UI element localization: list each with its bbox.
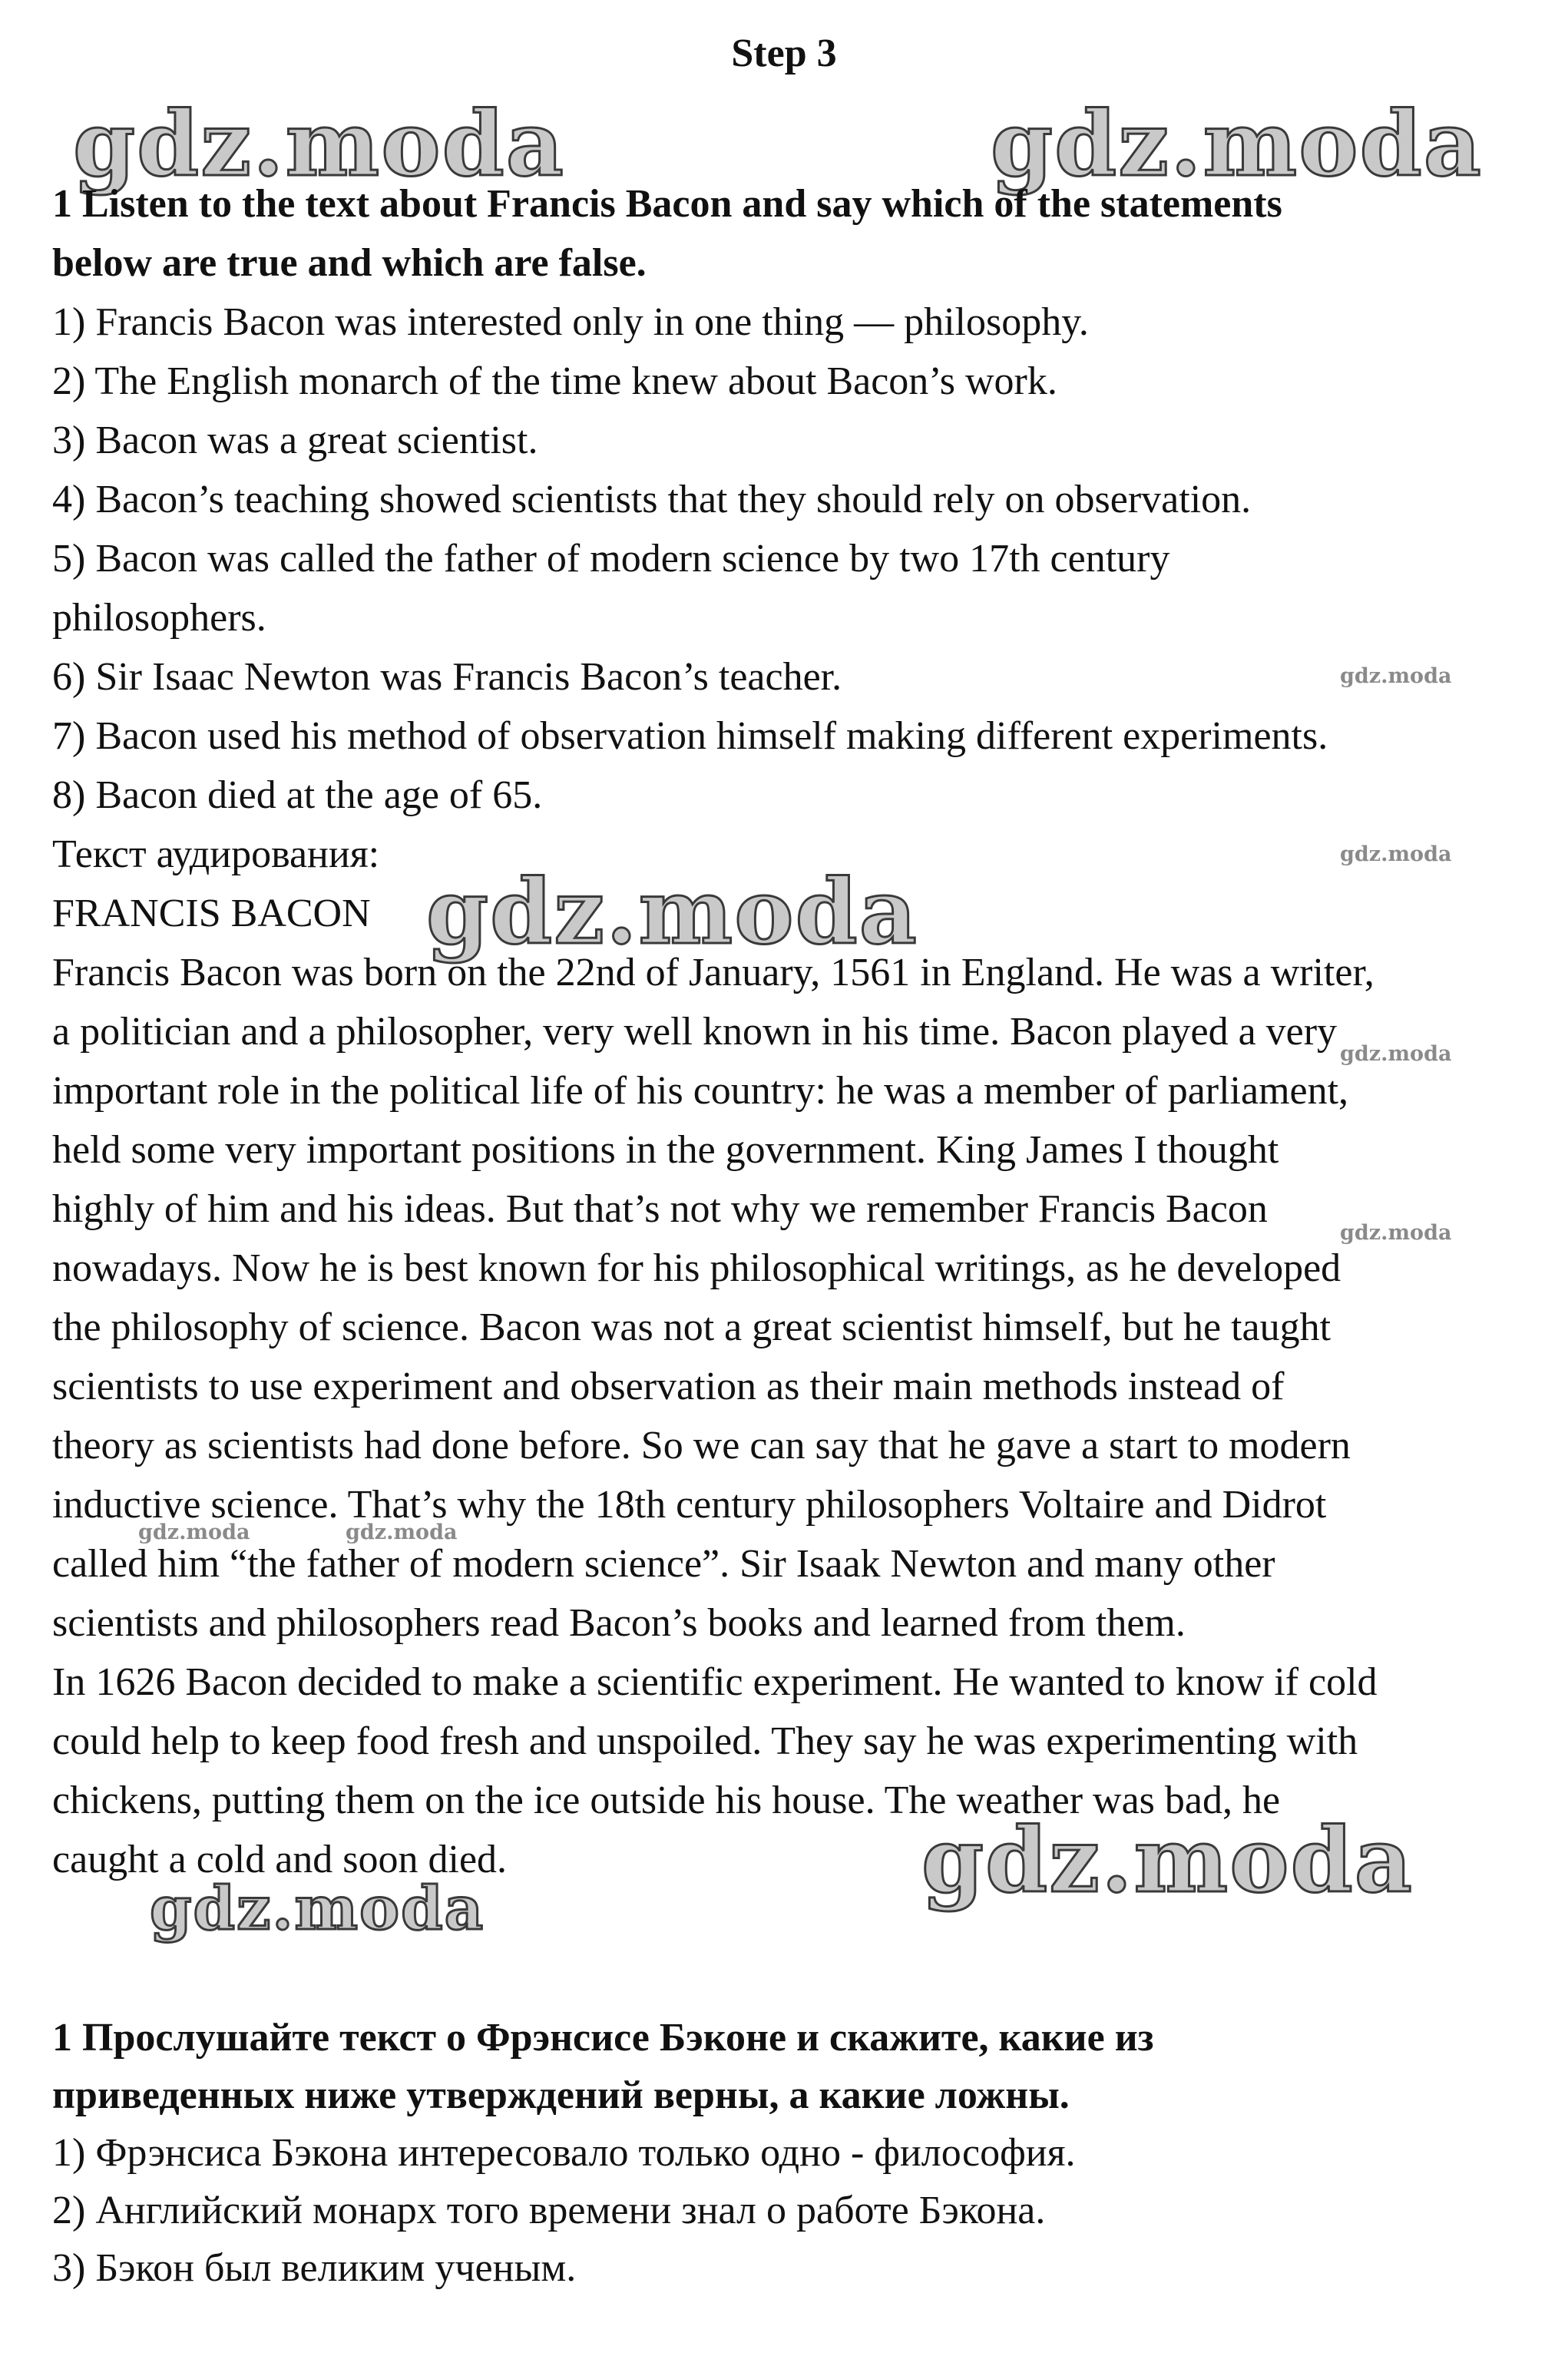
statement-3: 3) Bacon was a great scientist. <box>52 419 538 462</box>
transcript-line: caught a cold and soon died. <box>52 1838 508 1881</box>
statement-2: 2) The English monarch of the time knew about Bacon’s work. <box>52 359 1057 403</box>
watermark-small: gdz.moda <box>1340 1042 1452 1066</box>
transcript-line: a politician and a philosopher, very well known in his time. Bacon played a very <box>52 1010 1338 1054</box>
transcript-line: held some very important positions in the government. King James I thought <box>52 1128 1279 1172</box>
transcript-line: important role in the political life of his country: he was a member of parliament, <box>52 1069 1349 1113</box>
transcript-line: called him “the father of modern science”. Sir Isaak Newton and many other <box>52 1542 1275 1586</box>
statement-ru-2: 2) Английский монарх того времени знал о работе Бэкона. <box>52 2189 1046 2232</box>
statement-6: 6) Sir Isaac Newton was Francis Bacon’s teacher. <box>52 655 842 699</box>
transcript-line: scientists and philosophers read Bacon’s books and learned from them. <box>52 1601 1186 1645</box>
transcript-line: Francis Bacon was born on the 22nd of January, 1561 in England. He was a writer, <box>52 951 1374 994</box>
watermark-small: gdz.moda <box>1340 1221 1452 1245</box>
transcript-heading: FRANCIS BACON <box>52 892 371 935</box>
transcript-line: theory as scientists had done before. So we can say that he gave a start to modern <box>52 1424 1351 1468</box>
transcript-label: Текст аудирования: <box>52 832 380 876</box>
statement-8: 8) Bacon died at the age of 65. <box>52 773 543 817</box>
statement-ru-3: 3) Бэкон был великим ученым. <box>52 2246 577 2290</box>
statement-ru-1: 1) Фрэнсиса Бэкона интересовало только одно - философия. <box>52 2131 1076 2175</box>
transcript-line: nowadays. Now he is best known for his philosophical writings, as he developed <box>52 1246 1341 1290</box>
transcript-line: could help to keep food fresh and unspoiled. They say he was experimenting with <box>52 1719 1358 1763</box>
transcript-line: inductive science. That’s why the 18th century philosophers Voltaire and Didrot <box>52 1483 1327 1527</box>
watermark-small: gdz.moda <box>138 1520 250 1544</box>
task-en-heading-line1: 1 Listen to the text about Francis Bacon and say which of the statements <box>52 182 1282 226</box>
task-ru-heading-line2: приведенных ниже утверждений верны, а какие ложны. <box>52 2073 1070 2117</box>
watermark-logo: gdz.moda <box>921 1808 1414 1913</box>
watermark-logo: gdz.moda <box>991 92 1483 197</box>
page-title: Step 3 <box>731 31 837 75</box>
transcript-line: chickens, putting them on the ice outside his house. The weather was bad, he <box>52 1779 1281 1822</box>
watermark-logo: gdz.moda <box>426 860 918 965</box>
task-ru-heading-line1: 1 Прослушайте текст о Фрэнсисе Бэконе и скажите, какие из <box>52 2016 1154 2060</box>
watermark-small: gdz.moda <box>1340 842 1452 866</box>
statement-7: 7) Bacon used his method of observation himself making different experiments. <box>52 714 1328 758</box>
transcript-line: In 1626 Bacon decided to make a scientific experiment. He wanted to know if cold <box>52 1660 1378 1704</box>
statement-1: 1) Francis Bacon was interested only in one thing — philosophy. <box>52 300 1089 344</box>
task-en-heading-line2: below are true and which are false. <box>52 241 647 285</box>
watermark-small: gdz.moda <box>1340 664 1452 688</box>
statement-5-continued: philosophers. <box>52 596 266 640</box>
watermark-logo: gdz.moda <box>73 92 565 197</box>
statement-4: 4) Bacon’s teaching showed scientists that they should rely on observation. <box>52 478 1252 521</box>
watermark-logo: gdz.moda <box>150 1874 485 1944</box>
transcript-line: the philosophy of science. Bacon was not a great scientist himself, but he taught <box>52 1305 1331 1349</box>
transcript-line: scientists to use experiment and observation as their main methods instead of <box>52 1365 1285 1408</box>
statement-5: 5) Bacon was called the father of modern science by two 17th century <box>52 537 1170 581</box>
watermark-small: gdz.moda <box>346 1520 458 1544</box>
transcript-line: highly of him and his ideas. But that’s not why we remember Francis Bacon <box>52 1187 1268 1231</box>
